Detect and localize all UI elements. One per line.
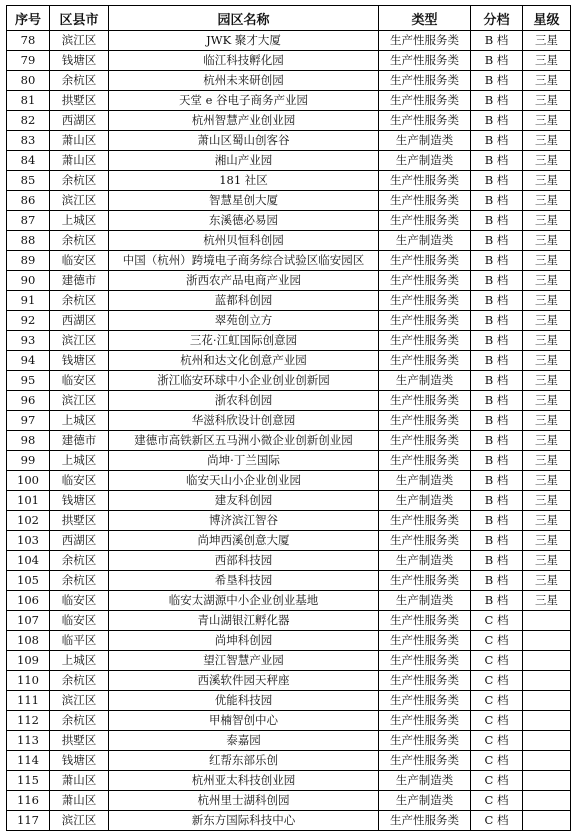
table-row: [7, 451, 571, 471]
cell-star-level: 三星: [523, 351, 571, 371]
cell-type: 生产性服务类: [379, 211, 471, 231]
table-row: [7, 331, 571, 351]
cell-star-level: 三星: [523, 191, 571, 211]
cell-star-level: [523, 771, 571, 791]
cell-tier: C 档: [471, 811, 523, 831]
cell-index: 99: [7, 451, 50, 471]
cell-index: 98: [7, 431, 50, 451]
header-index: 序号: [7, 6, 50, 31]
table-row: [7, 471, 571, 491]
cell-type: 生产制造类: [379, 151, 471, 171]
cell-park-name: 蓝都科创园: [109, 291, 379, 311]
cell-district: 余杭区: [50, 231, 109, 251]
cell-district: 滨江区: [50, 811, 109, 831]
cell-type: 生产性服务类: [379, 411, 471, 431]
cell-tier: B 档: [471, 71, 523, 91]
cell-tier: B 档: [471, 51, 523, 71]
cell-park-name: 建德市高铁新区五马洲小微企业创新创业园: [109, 431, 379, 451]
cell-star-level: 三星: [523, 111, 571, 131]
table-row: [7, 511, 571, 531]
cell-district: 余杭区: [50, 711, 109, 731]
cell-park-name: 杭州里士湖科创园: [109, 791, 379, 811]
cell-park-name: 181 社区: [109, 171, 379, 191]
cell-type: 生产性服务类: [379, 251, 471, 271]
cell-tier: B 档: [471, 491, 523, 511]
cell-park-name: 萧山区蜀山创客谷: [109, 131, 379, 151]
cell-star-level: 三星: [523, 391, 571, 411]
cell-district: 滨江区: [50, 191, 109, 211]
table-row: [7, 231, 571, 251]
cell-star-level: [523, 731, 571, 751]
cell-park-name: JWK 聚才大厦: [109, 31, 379, 51]
cell-tier: B 档: [471, 511, 523, 531]
table-row: [7, 631, 571, 651]
cell-park-name: 建友科创园: [109, 491, 379, 511]
cell-district: 余杭区: [50, 551, 109, 571]
table-row: [7, 711, 571, 731]
cell-tier: B 档: [471, 171, 523, 191]
cell-index: 111: [7, 691, 50, 711]
cell-index: 97: [7, 411, 50, 431]
cell-park-name: 甲楠智创中心: [109, 711, 379, 731]
cell-star-level: [523, 791, 571, 811]
cell-type: 生产性服务类: [379, 271, 471, 291]
table-row: [7, 91, 571, 111]
cell-index: 94: [7, 351, 50, 371]
cell-park-name: 新东方国际科技中心: [109, 811, 379, 831]
cell-star-level: 三星: [523, 571, 571, 591]
cell-park-name: 湘山产业园: [109, 151, 379, 171]
cell-index: 93: [7, 331, 50, 351]
table-row: [7, 751, 571, 771]
table-row: [7, 371, 571, 391]
table-row: [7, 171, 571, 191]
cell-index: 112: [7, 711, 50, 731]
cell-park-name: 青山湖银江孵化器: [109, 611, 379, 631]
cell-star-level: 三星: [523, 451, 571, 471]
table-row: [7, 611, 571, 631]
cell-district: 余杭区: [50, 291, 109, 311]
cell-star-level: 三星: [523, 551, 571, 571]
cell-star-level: 三星: [523, 211, 571, 231]
cell-tier: C 档: [471, 611, 523, 631]
table-row: [7, 771, 571, 791]
cell-type: 生产性服务类: [379, 171, 471, 191]
cell-index: 108: [7, 631, 50, 651]
cell-tier: B 档: [471, 311, 523, 331]
table-row: [7, 791, 571, 811]
cell-index: 80: [7, 71, 50, 91]
cell-tier: B 档: [471, 371, 523, 391]
cell-type: 生产性服务类: [379, 451, 471, 471]
cell-index: 95: [7, 371, 50, 391]
cell-district: 西湖区: [50, 531, 109, 551]
cell-star-level: [523, 811, 571, 831]
cell-index: 81: [7, 91, 50, 111]
table-row: [7, 131, 571, 151]
cell-index: 96: [7, 391, 50, 411]
cell-park-name: 尚坤科创园: [109, 631, 379, 651]
header-park-name: 园区名称: [109, 6, 379, 31]
cell-district: 钱塘区: [50, 491, 109, 511]
cell-tier: C 档: [471, 711, 523, 731]
cell-type: 生产性服务类: [379, 711, 471, 731]
cell-tier: C 档: [471, 651, 523, 671]
cell-park-name: 西溪软件园天秤座: [109, 671, 379, 691]
cell-index: 116: [7, 791, 50, 811]
cell-tier: C 档: [471, 771, 523, 791]
table-row: [7, 351, 571, 371]
cell-index: 79: [7, 51, 50, 71]
table-row: [7, 651, 571, 671]
cell-district: 拱墅区: [50, 731, 109, 751]
cell-district: 临安区: [50, 611, 109, 631]
cell-index: 103: [7, 531, 50, 551]
cell-district: 上城区: [50, 651, 109, 671]
cell-type: 生产性服务类: [379, 691, 471, 711]
cell-star-level: [523, 711, 571, 731]
cell-district: 钱塘区: [50, 751, 109, 771]
cell-star-level: 三星: [523, 311, 571, 331]
cell-index: 110: [7, 671, 50, 691]
cell-park-name: 临江科技孵化园: [109, 51, 379, 71]
cell-district: 萧山区: [50, 791, 109, 811]
park-list-table: [6, 5, 571, 831]
cell-tier: B 档: [471, 551, 523, 571]
cell-tier: B 档: [471, 291, 523, 311]
table-row: [7, 731, 571, 751]
cell-type: 生产制造类: [379, 771, 471, 791]
cell-type: 生产制造类: [379, 591, 471, 611]
table-row: [7, 811, 571, 831]
cell-type: 生产性服务类: [379, 671, 471, 691]
table-row: [7, 31, 571, 51]
cell-park-name: 杭州未来研创园: [109, 71, 379, 91]
cell-star-level: 三星: [523, 511, 571, 531]
cell-type: 生产制造类: [379, 131, 471, 151]
cell-district: 临安区: [50, 371, 109, 391]
cell-star-level: 三星: [523, 491, 571, 511]
cell-park-name: 浙江临安环球中小企业创业创新园: [109, 371, 379, 391]
cell-tier: B 档: [471, 91, 523, 111]
cell-park-name: 浙农科创园: [109, 391, 379, 411]
cell-star-level: [523, 671, 571, 691]
cell-tier: B 档: [471, 411, 523, 431]
cell-district: 建德市: [50, 271, 109, 291]
table-row: [7, 671, 571, 691]
cell-district: 滨江区: [50, 691, 109, 711]
cell-park-name: 杭州智慧产业创业园: [109, 111, 379, 131]
cell-tier: C 档: [471, 691, 523, 711]
cell-district: 滨江区: [50, 391, 109, 411]
table-header-row: [7, 6, 571, 31]
cell-star-level: [523, 691, 571, 711]
table-row: [7, 491, 571, 511]
table-row: [7, 431, 571, 451]
cell-star-level: [523, 751, 571, 771]
cell-district: 临平区: [50, 631, 109, 651]
cell-type: 生产制造类: [379, 791, 471, 811]
cell-district: 滨江区: [50, 31, 109, 51]
cell-park-name: 博济滨江智谷: [109, 511, 379, 531]
cell-index: 91: [7, 291, 50, 311]
cell-tier: B 档: [471, 131, 523, 151]
cell-district: 临安区: [50, 591, 109, 611]
cell-type: 生产性服务类: [379, 511, 471, 531]
table-row: [7, 411, 571, 431]
cell-tier: C 档: [471, 671, 523, 691]
cell-park-name: 西部科技园: [109, 551, 379, 571]
cell-index: 83: [7, 131, 50, 151]
cell-index: 82: [7, 111, 50, 131]
table-row: [7, 251, 571, 271]
cell-tier: B 档: [471, 31, 523, 51]
cell-district: 余杭区: [50, 671, 109, 691]
cell-type: 生产性服务类: [379, 751, 471, 771]
cell-tier: B 档: [471, 431, 523, 451]
cell-star-level: 三星: [523, 591, 571, 611]
cell-type: 生产制造类: [379, 471, 471, 491]
table-row: [7, 531, 571, 551]
cell-index: 84: [7, 151, 50, 171]
cell-district: 上城区: [50, 211, 109, 231]
cell-district: 余杭区: [50, 171, 109, 191]
cell-district: 临安区: [50, 251, 109, 271]
table-row: [7, 211, 571, 231]
cell-district: 拱墅区: [50, 511, 109, 531]
cell-type: 生产性服务类: [379, 391, 471, 411]
cell-star-level: 三星: [523, 431, 571, 451]
cell-star-level: [523, 651, 571, 671]
cell-district: 西湖区: [50, 311, 109, 331]
cell-district: 滨江区: [50, 331, 109, 351]
cell-tier: B 档: [471, 451, 523, 471]
table-row: [7, 271, 571, 291]
header-star-level: 星级: [523, 6, 571, 31]
cell-tier: C 档: [471, 791, 523, 811]
cell-index: 88: [7, 231, 50, 251]
cell-type: 生产性服务类: [379, 31, 471, 51]
cell-index: 117: [7, 811, 50, 831]
cell-index: 107: [7, 611, 50, 631]
cell-tier: B 档: [471, 571, 523, 591]
cell-star-level: 三星: [523, 131, 571, 151]
cell-district: 临安区: [50, 471, 109, 491]
cell-park-name: 临安天山小企业创业园: [109, 471, 379, 491]
cell-type: 生产性服务类: [379, 111, 471, 131]
cell-index: 114: [7, 751, 50, 771]
cell-district: 钱塘区: [50, 51, 109, 71]
cell-park-name: 翠苑创立方: [109, 311, 379, 331]
cell-type: 生产性服务类: [379, 351, 471, 371]
cell-tier: B 档: [471, 591, 523, 611]
cell-tier: C 档: [471, 631, 523, 651]
cell-star-level: 三星: [523, 231, 571, 251]
cell-type: 生产性服务类: [379, 431, 471, 451]
cell-star-level: 三星: [523, 71, 571, 91]
cell-tier: C 档: [471, 751, 523, 771]
cell-district: 上城区: [50, 411, 109, 431]
cell-tier: B 档: [471, 151, 523, 171]
cell-tier: B 档: [471, 231, 523, 251]
table-row: [7, 291, 571, 311]
table-row: [7, 691, 571, 711]
cell-index: 92: [7, 311, 50, 331]
cell-district: 钱塘区: [50, 351, 109, 371]
cell-type: 生产性服务类: [379, 191, 471, 211]
cell-tier: B 档: [471, 251, 523, 271]
cell-park-name: 华滋科欣设计创意园: [109, 411, 379, 431]
cell-type: 生产性服务类: [379, 311, 471, 331]
cell-tier: B 档: [471, 471, 523, 491]
cell-district: 西湖区: [50, 111, 109, 131]
cell-type: 生产制造类: [379, 491, 471, 511]
cell-park-name: 杭州和达文化创意产业园: [109, 351, 379, 371]
cell-type: 生产性服务类: [379, 611, 471, 631]
cell-type: 生产性服务类: [379, 651, 471, 671]
cell-type: 生产制造类: [379, 231, 471, 251]
table-row: [7, 311, 571, 331]
table-row: [7, 391, 571, 411]
cell-district: 余杭区: [50, 71, 109, 91]
cell-park-name: 临安太湖源中小企业创业基地: [109, 591, 379, 611]
cell-index: 90: [7, 271, 50, 291]
header-district: 区县市: [50, 6, 109, 31]
cell-index: 105: [7, 571, 50, 591]
table-row: [7, 151, 571, 171]
cell-park-name: 浙西农产品电商产业园: [109, 271, 379, 291]
cell-star-level: 三星: [523, 331, 571, 351]
cell-star-level: [523, 611, 571, 631]
table-row: [7, 71, 571, 91]
cell-index: 104: [7, 551, 50, 571]
cell-type: 生产性服务类: [379, 91, 471, 111]
cell-tier: B 档: [471, 191, 523, 211]
cell-star-level: 三星: [523, 291, 571, 311]
cell-tier: B 档: [471, 331, 523, 351]
cell-park-name: 尚坤·丁兰国际: [109, 451, 379, 471]
cell-park-name: 红帮东部乐创: [109, 751, 379, 771]
cell-index: 87: [7, 211, 50, 231]
cell-park-name: 尚坤西溪创意大厦: [109, 531, 379, 551]
cell-district: 上城区: [50, 451, 109, 471]
cell-star-level: 三星: [523, 51, 571, 71]
cell-tier: B 档: [471, 351, 523, 371]
cell-star-level: 三星: [523, 31, 571, 51]
table-row: [7, 591, 571, 611]
cell-star-level: 三星: [523, 151, 571, 171]
cell-park-name: 中国（杭州）跨境电子商务综合试验区临安园区: [109, 251, 379, 271]
cell-tier: B 档: [471, 531, 523, 551]
cell-star-level: 三星: [523, 171, 571, 191]
cell-star-level: 三星: [523, 411, 571, 431]
cell-tier: B 档: [471, 211, 523, 231]
cell-tier: C 档: [471, 731, 523, 751]
cell-index: 109: [7, 651, 50, 671]
cell-type: 生产性服务类: [379, 531, 471, 551]
cell-type: 生产制造类: [379, 551, 471, 571]
cell-index: 89: [7, 251, 50, 271]
header-tier: 分档: [471, 6, 523, 31]
cell-type: 生产制造类: [379, 371, 471, 391]
header-type: 类型: [379, 6, 471, 31]
cell-type: 生产性服务类: [379, 331, 471, 351]
cell-tier: B 档: [471, 391, 523, 411]
cell-star-level: 三星: [523, 271, 571, 291]
table-row: [7, 191, 571, 211]
cell-type: 生产性服务类: [379, 51, 471, 71]
cell-park-name: 东溪德必易园: [109, 211, 379, 231]
cell-type: 生产性服务类: [379, 631, 471, 651]
cell-district: 余杭区: [50, 571, 109, 591]
cell-tier: B 档: [471, 271, 523, 291]
cell-star-level: 三星: [523, 471, 571, 491]
cell-district: 建德市: [50, 431, 109, 451]
cell-park-name: 智慧星创大厦: [109, 191, 379, 211]
cell-tier: B 档: [471, 111, 523, 131]
cell-index: 115: [7, 771, 50, 791]
cell-type: 生产性服务类: [379, 71, 471, 91]
cell-park-name: 泰嘉园: [109, 731, 379, 751]
cell-park-name: 三花·江虹国际创意园: [109, 331, 379, 351]
cell-park-name: 希垦科技园: [109, 571, 379, 591]
cell-index: 113: [7, 731, 50, 751]
table-row: [7, 551, 571, 571]
cell-park-name: 杭州贝恒科创园: [109, 231, 379, 251]
cell-index: 100: [7, 471, 50, 491]
table-row: [7, 111, 571, 131]
cell-star-level: [523, 631, 571, 651]
cell-district: 萧山区: [50, 131, 109, 151]
cell-star-level: 三星: [523, 371, 571, 391]
cell-index: 101: [7, 491, 50, 511]
cell-index: 86: [7, 191, 50, 211]
cell-star-level: 三星: [523, 531, 571, 551]
cell-type: 生产性服务类: [379, 571, 471, 591]
cell-district: 拱墅区: [50, 91, 109, 111]
cell-park-name: 优能科技园: [109, 691, 379, 711]
cell-district: 萧山区: [50, 771, 109, 791]
cell-park-name: 天堂 e 谷电子商务产业园: [109, 91, 379, 111]
cell-district: 萧山区: [50, 151, 109, 171]
cell-park-name: 杭州亚太科技创业园: [109, 771, 379, 791]
cell-index: 78: [7, 31, 50, 51]
cell-type: 生产性服务类: [379, 291, 471, 311]
table-row: [7, 51, 571, 71]
cell-index: 85: [7, 171, 50, 191]
cell-type: 生产性服务类: [379, 731, 471, 751]
cell-index: 102: [7, 511, 50, 531]
cell-park-name: 望江智慧产业园: [109, 651, 379, 671]
cell-star-level: 三星: [523, 91, 571, 111]
cell-index: 106: [7, 591, 50, 611]
cell-star-level: 三星: [523, 251, 571, 271]
table-row: [7, 571, 571, 591]
cell-type: 生产性服务类: [379, 811, 471, 831]
